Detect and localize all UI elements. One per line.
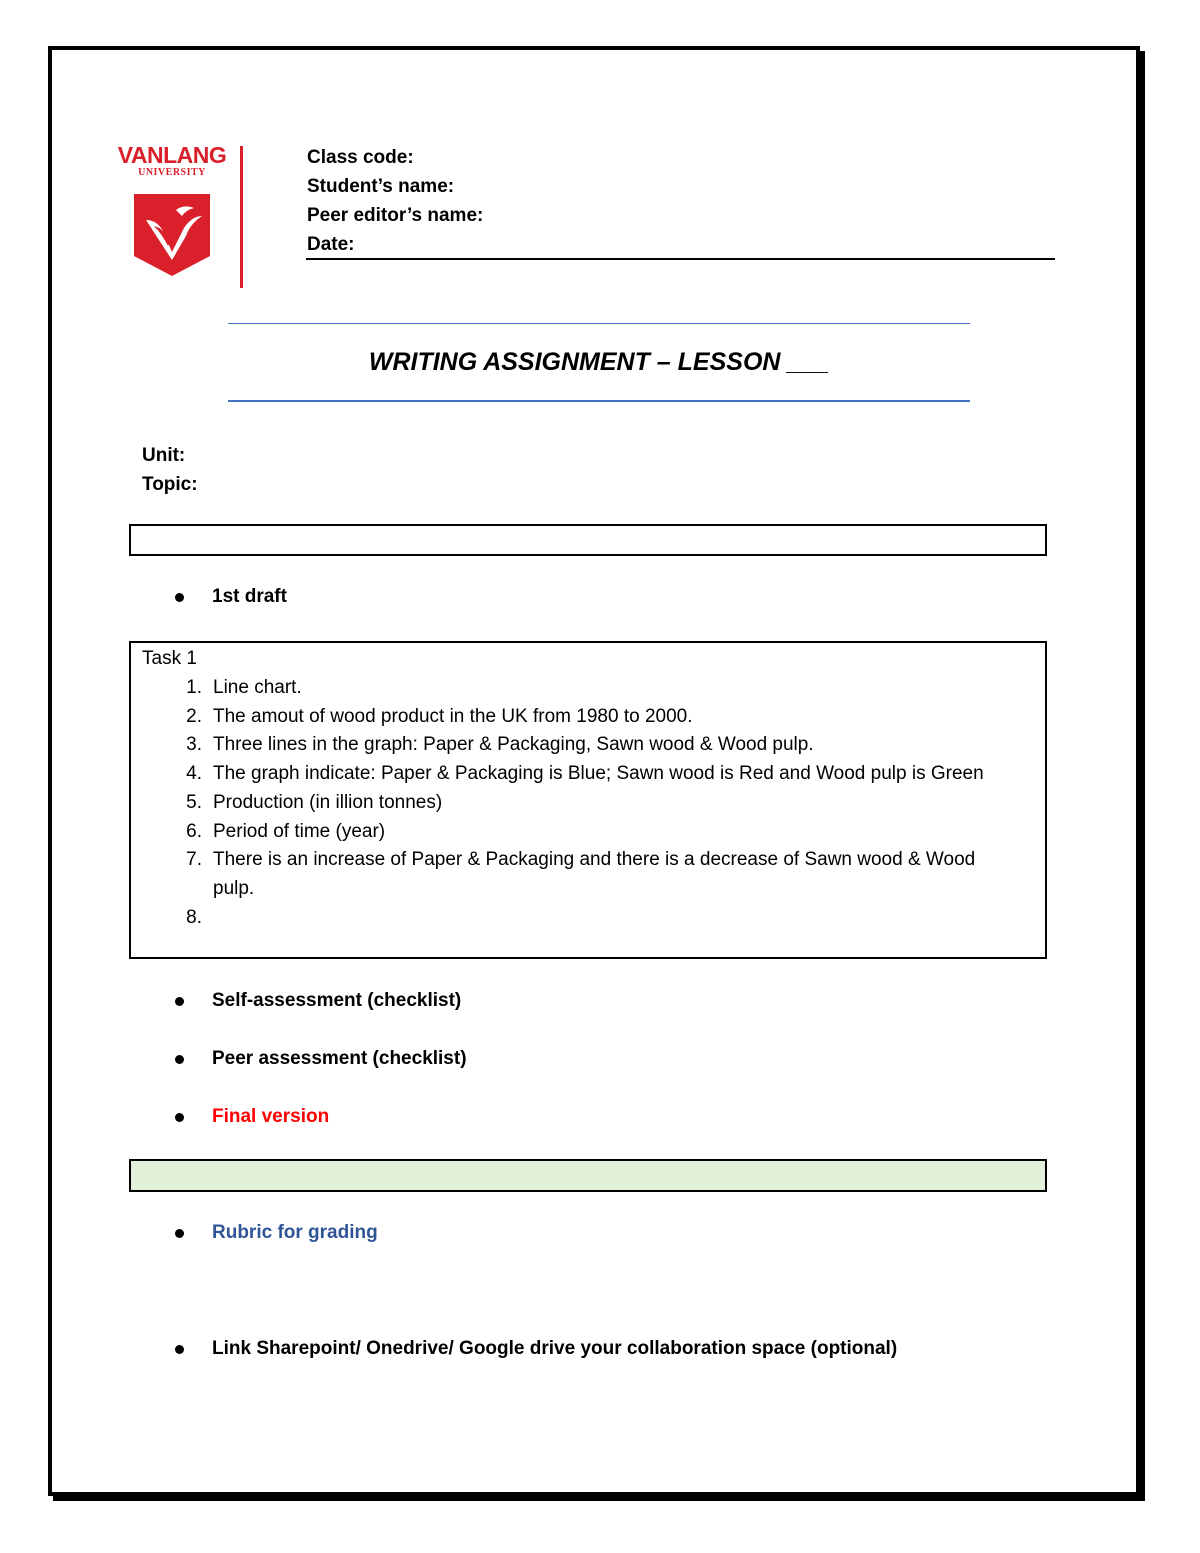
task-item-number: 6. [186, 820, 202, 842]
task-item-number: 8. [186, 906, 202, 928]
task-item-text: Period of time (year) [213, 820, 386, 842]
task-item-text: The graph indicate: Paper & Packaging is Blue; Sawn wood is Red and Wood pulp is Green [213, 763, 984, 785]
logo-sub-text: UNIVERSITY [138, 167, 206, 178]
final-version-item [175, 1106, 329, 1128]
task-list [142, 674, 1012, 932]
unit-topic [142, 441, 198, 499]
link-item [175, 1338, 897, 1360]
bullet-icon [175, 1055, 184, 1064]
student-name-label: Student’s name: [307, 176, 455, 197]
bullet-icon [175, 997, 184, 1006]
task-item-number: 2. [186, 705, 202, 727]
self-assessment-label: Self-assessment (checklist) [212, 990, 462, 1011]
rubric-label: Rubric for grading [212, 1222, 378, 1243]
page-title: WRITING ASSIGNMENT – LESSON ___ [368, 348, 830, 376]
task-list-item [142, 760, 1012, 789]
bullet-icon [175, 1113, 184, 1122]
task-list-item [142, 818, 1012, 847]
bullet-icon [175, 1345, 184, 1354]
bird-shield-icon [132, 190, 212, 278]
final-version-label: Final version [212, 1106, 330, 1127]
logo-brand-text: VANLANG [117, 142, 227, 168]
unit-label: Unit: [142, 445, 186, 466]
header-rule [306, 258, 1055, 260]
topic-label: Topic: [142, 474, 198, 495]
self-assessment-item [175, 990, 461, 1012]
first-draft-label: 1st draft [212, 586, 287, 607]
task-item-number: 3. [186, 734, 202, 756]
task-list-item [142, 703, 1012, 732]
peer-assessment-item [175, 1048, 467, 1070]
bullet-icon [175, 1229, 184, 1238]
final-version-box[interactable] [129, 1159, 1047, 1192]
logo-divider [240, 146, 243, 288]
task-item-number: 4. [186, 763, 202, 785]
university-logo [112, 142, 247, 292]
bullet-icon [175, 593, 184, 602]
rubric-item [175, 1222, 378, 1244]
task-item-text: There is an increase of Paper & Packaging and there is a decrease of Sawn wood & Wood pulp. [213, 849, 976, 899]
task-list-item [142, 731, 1012, 760]
task-list-item [142, 846, 1012, 903]
peer-editor-label: Peer editor’s name: [307, 205, 484, 226]
link-label: Link Sharepoint/ Onedrive/ Google drive your collaboration space (optional) [212, 1338, 898, 1359]
task-list-item [142, 789, 1012, 818]
first-draft-item [175, 586, 287, 608]
task-item-number: 7. [186, 849, 202, 871]
task-item-text [213, 904, 1012, 933]
task-item-text: The amout of wood product in the UK from 1980 to 2000. [213, 705, 693, 727]
title-top-rule [228, 323, 970, 324]
task-list-item [142, 904, 1012, 933]
task-box[interactable] [129, 641, 1047, 959]
task-item-text: Production (in illion tonnes) [213, 791, 443, 813]
task-title: Task 1 [142, 648, 197, 669]
empty-input-box[interactable] [129, 524, 1047, 556]
task-item-text: Line chart. [213, 677, 302, 698]
task-item-text: Three lines in the graph: Paper & Packaging, Sawn wood & Wood pulp. [213, 734, 814, 756]
peer-assessment-label: Peer assessment (checklist) [212, 1048, 467, 1069]
task-item-number: 1. [186, 677, 202, 698]
task-item-number: 5. [186, 791, 202, 813]
date-label: Date: [307, 234, 355, 255]
header-fields [307, 143, 483, 259]
class-code-label: Class code: [307, 147, 414, 168]
title-bottom-rule [228, 400, 970, 402]
task-list-item [142, 674, 1012, 703]
